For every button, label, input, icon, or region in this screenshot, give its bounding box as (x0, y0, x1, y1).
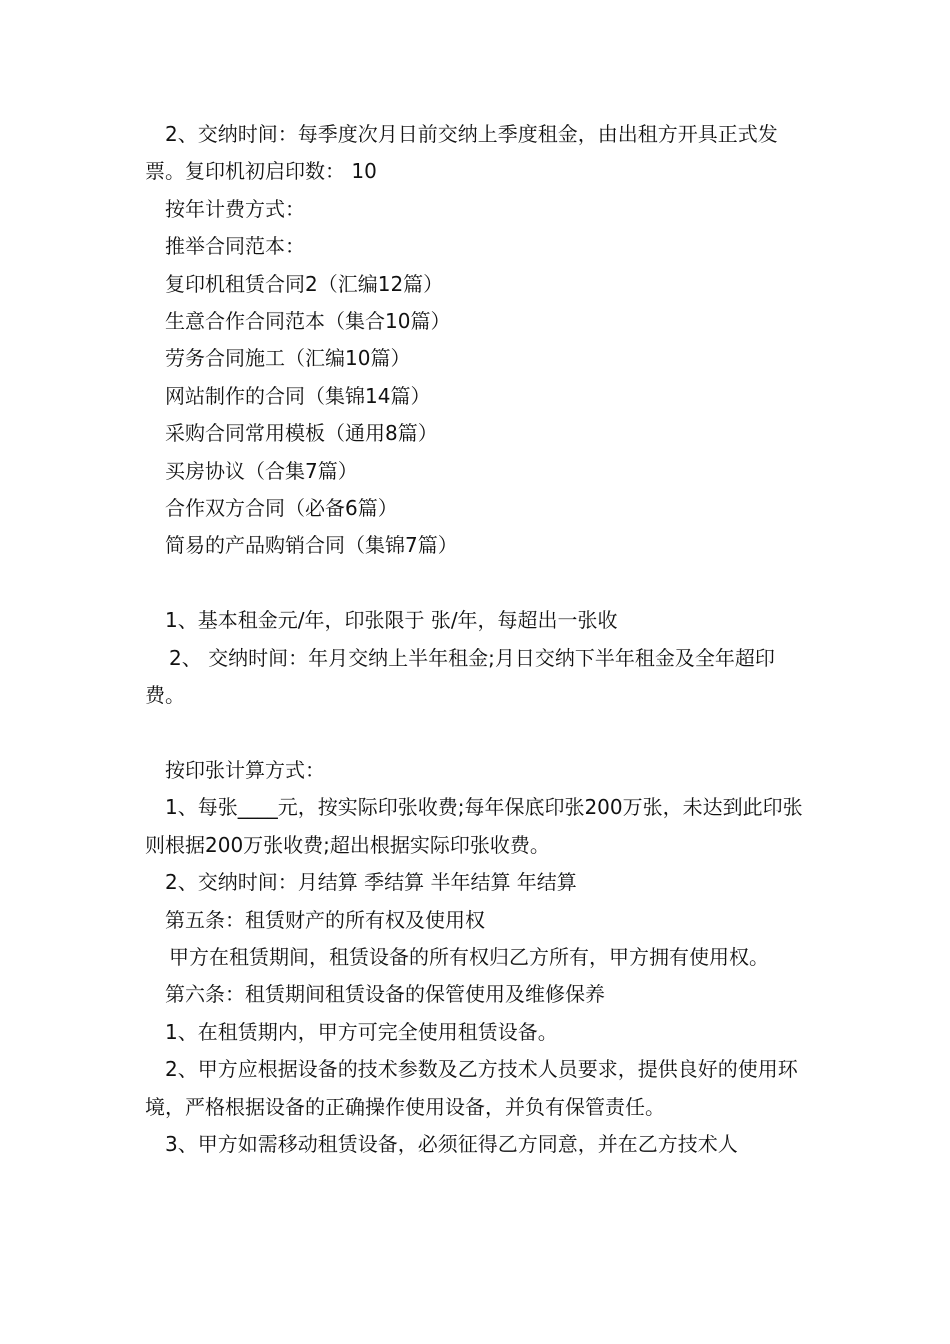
paragraph-moving-equipment: 3、甲方如需移动租赁设备，必须征得乙方同意，并在乙方技术人 (165, 1131, 738, 1156)
article-five-heading: 第五条：租赁财产的所有权及使用权 (165, 907, 485, 932)
paragraph-recommended-templates-heading: 推举合同范本： (165, 234, 305, 259)
template-link-product-sales[interactable]: 简易的产品购销合同（集锦7篇） (165, 533, 458, 558)
paragraph-ownership: 甲方在租赁期间，租赁设备的所有权归乙方所有，甲方拥有使用权。 (169, 944, 769, 969)
template-link-procurement[interactable]: 采购合同常用模板（通用8篇） (165, 421, 438, 446)
paragraph-per-sheet-heading: 按印张计算方式： (165, 757, 325, 782)
template-link-labor-construction[interactable]: 劳务合同施工（汇编10篇） (165, 346, 411, 371)
template-link-business-cooperation[interactable]: 生意合作合同范本（集合10篇） (165, 309, 451, 334)
paragraph-annual-billing-heading: 按年计费方式： (165, 196, 305, 221)
blank-line (145, 714, 810, 751)
paragraph-environment-custody: 2、甲方应根据设备的技术参数及乙方技术人员要求，提供良好的使用环境，严格根据设备的正确操作使用设备，并负有保管责任。 (145, 1057, 798, 1119)
template-link-cooperation-parties[interactable]: 合作双方合同（必备6篇） (165, 496, 398, 521)
blank-line (145, 565, 810, 602)
template-link-website-production[interactable]: 网站制作的合同（集锦14篇） (165, 383, 431, 408)
paragraph-base-rent: 1、基本租金元/年，印张限于 张/年，每超出一张收 (165, 608, 618, 633)
document-body (145, 116, 810, 1163)
paragraph-payment-time-annual: 2、 交纳时间：年月交纳上半年租金;月日交纳下半年租金及全年超印费。 (145, 645, 775, 708)
paragraph-settlement-periods: 2、交纳时间：月结算 季结算 半年结算 年结算 (165, 870, 577, 895)
template-link-copier-lease[interactable]: 复印机租赁合同2（汇编12篇） (165, 271, 444, 296)
paragraph-per-sheet-price: 1、每张____元，按实际印张收费;每年保底印张200万张，未达到此印张则根据200万张收费;超出根据实际印张收费。 (145, 795, 803, 857)
paragraph-payment-time-quarterly: 2、交纳时间：每季度次月日前交纳上季度租金，由出租方开具正式发票。复印机初启印数： 10 (145, 122, 778, 184)
paragraph-full-use: 1、在租赁期内，甲方可完全使用租赁设备。 (165, 1019, 558, 1044)
template-link-house-purchase[interactable]: 买房协议（合集7篇） (165, 458, 358, 483)
article-six-heading: 第六条：租赁期间租赁设备的保管使用及维修保养 (165, 982, 605, 1007)
